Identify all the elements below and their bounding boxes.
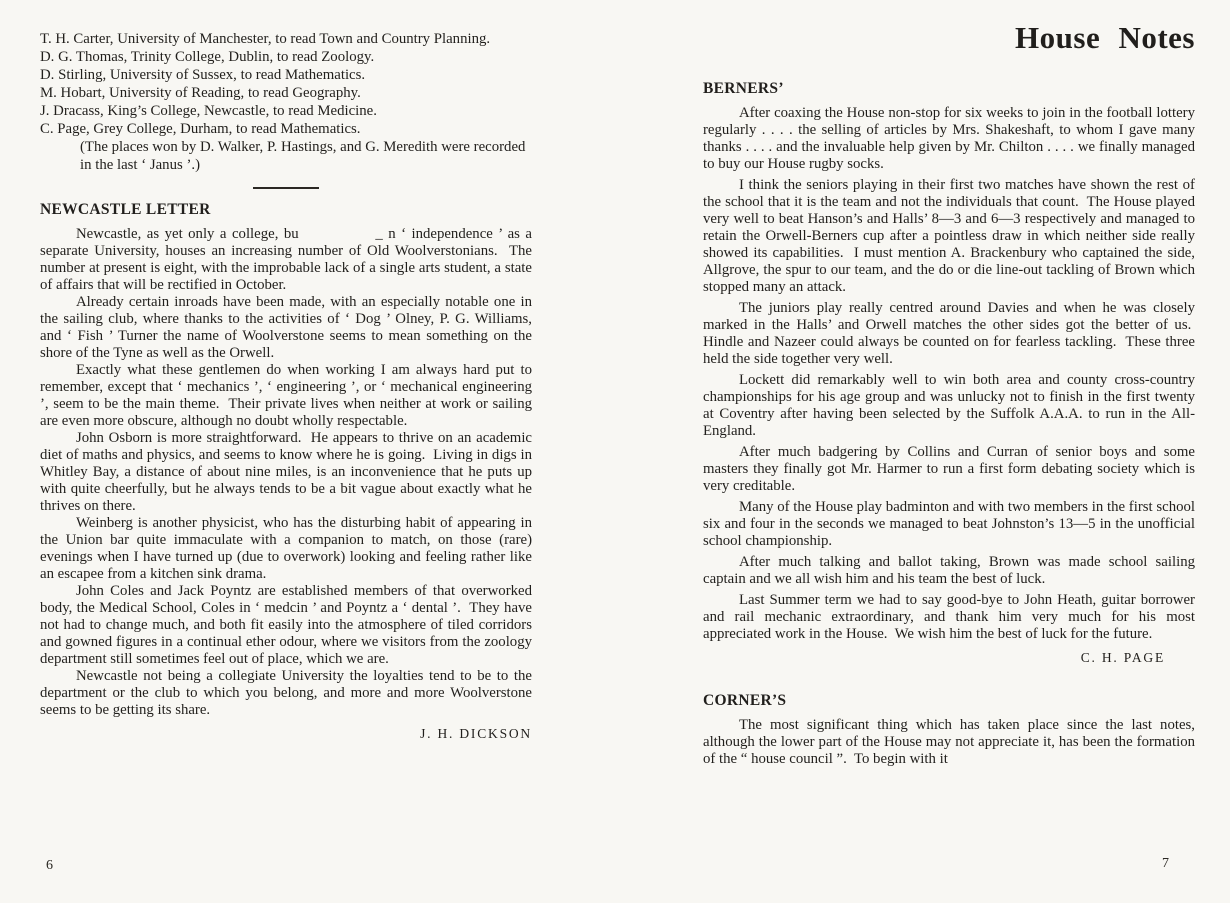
paragraph: I think the seniors playing in their first two matches have shown the rest of the school that it is the team and not the individuals that count. The House played very well to beat Hanson’s and Halls’ 8—3 and 6—3 respectively and managed to retain the Orwell-Berners cup after a pointless draw in which neither side really showed its capabilities. I must mention A. Brackenbury who captained the side, Allgrove, the spur to our team, and the do or die line-out tackling of Brown which stopped many an attack. bbox=[703, 177, 1195, 295]
paragraph: Weinberg is another physicist, who has the disturbing habit of appearing in the Union bar quite immaculate with a companion to match, on those (rare) evenings when I have turned up (due to overwork) looking and feeling rather like an escapee from a kitchen sink drama. bbox=[40, 515, 532, 582]
paragraph: Already certain inroads have been made, with an especially notable one in the sailing club, where thanks to the activities of ‘ Dog ’ Olney, P. G. Williams, and ‘ Fish ’ Turner the name of Woolverstone seems to mean something on the shore of the Tyne as well as the Orwell. bbox=[40, 294, 532, 361]
berners-body bbox=[703, 105, 1195, 643]
page-number-right: 7 bbox=[1162, 856, 1169, 871]
newcastle-letter-heading: NEWCASTLE LETTER bbox=[40, 201, 211, 218]
placement-item: D. G. Thomas, Trinity College, Dublin, to read Zoology. bbox=[40, 49, 375, 65]
placements-note: (The places won by D. Walker, P. Hastings, and G. Meredith were recorded in the last ‘ Janus ’.) bbox=[80, 139, 526, 173]
paragraph: The most significant thing which has taken place since the last notes, although the lower part of the House may not appreciate it, has been the formation of the “ house council ”. To begin with it bbox=[703, 717, 1195, 767]
paragraph: Many of the House play badminton and with two members in the first school six and four in the seconds we managed to beat Johnston’s 13—5 in the unofficial school championship. bbox=[703, 499, 1195, 549]
placement-item: J. Dracass, King’s College, Newcastle, to read Medicine. bbox=[40, 103, 377, 119]
paragraph: After much talking and ballot taking, Brown was made school sailing captain and we all wish him and his team the best of luck. bbox=[703, 554, 1195, 587]
newcastle-letter-body bbox=[40, 226, 532, 719]
paragraph: After coaxing the House non-stop for six weeks to join in the football lottery regularly . . . . the selling of articles by Mrs. Shakeshaft, to whom I gave many thanks . . . . and the invaluable help given by Mr. Chilton . . . . we finally managed to buy our House rugby socks. bbox=[703, 105, 1195, 172]
corners-heading: CORNER’S bbox=[703, 692, 787, 709]
paragraph: Exactly what these gentlemen do when working I am always hard put to remember, except that ‘ mechanics ’, ‘ engineering ’, or ‘ mechanical engineering ’, seem to be the main theme. Their private lives when neither at work or sailing are even more obscure, although no doubt wholly respectable. bbox=[40, 362, 532, 429]
placement-item: T. H. Carter, University of Manchester, to read Town and Country Planning. bbox=[40, 31, 491, 47]
author-signature: J. H. DICKSON bbox=[420, 726, 532, 741]
paragraph: After much badgering by Collins and Curran of senior boys and some masters they finally got Mr. Harmer to run a first form debating society which is very creditable. bbox=[703, 444, 1195, 494]
page-title: House Notes bbox=[1015, 20, 1195, 55]
paragraph: Newcastle not being a collegiate University the loyalties tend to be to the department or the club to which you belong, and more and more Woolverstone seems to be getting its share. bbox=[40, 668, 532, 718]
left-page bbox=[40, 30, 532, 742]
paragraph: Last Summer term we had to say good-bye to John Heath, guitar borrower and rail mechanic extraordinary, and thank him very much for his most appreciated work in the House. We wish him the best of luck for the future. bbox=[703, 592, 1195, 642]
placement-item: M. Hobart, University of Reading, to read Geography. bbox=[40, 85, 361, 101]
author-signature: C. H. PAGE bbox=[1080, 650, 1165, 665]
paragraph: Lockett did remarkably well to win both area and county cross-country championships for his age group and was unlucky not to finish in the first twenty at Coventry after having been selected by the Suffolk A.A.A. to run in the All-England. bbox=[703, 372, 1195, 439]
berners-heading: BERNERS’ bbox=[703, 80, 784, 97]
paragraph: John Osborn is more straightforward. He appears to thrive on an academic diet of maths and physics, and seems to know where he is going. Living in digs in Whitley Bay, a distance of about nine miles, is an inconvenience that he puts up with quite cheerfully, but he always tends to be a bit vague about exactly what he thrives on there. bbox=[40, 430, 532, 514]
placement-item: D. Stirling, University of Sussex, to read Mathematics. bbox=[40, 67, 366, 83]
paragraph: Newcastle, as yet only a college, bu _ n ‘ independence ’ as a separate University, houses an increasing number of Old Woolverstonians. The number at present is eight, with the improbable lack of a single arts student, a state of affairs that will be rectified in October. bbox=[40, 226, 532, 293]
section-divider bbox=[253, 187, 319, 189]
paragraph: John Coles and Jack Poyntz are established members of that overworked body, the Medical School, Coles in ‘ medcin ’ and Poyntz a ‘ dental ’. They have not had to change much, and both fit easily into the atmosphere of tiled corridors and gowned figures in a continual ether odour, where we visitors from the zoology department still sometimes feel out of place, which we are. bbox=[40, 583, 532, 667]
corners-body bbox=[703, 717, 1195, 768]
right-page bbox=[703, 20, 1195, 772]
paragraph: The juniors play really centred around Davies and when he was closely marked in the Halls’ and Orwell matches the other sides got the better of us. Hindle and Nazeer could always be counted on for fearless tackling. These three held the side together very well. bbox=[703, 300, 1195, 367]
placement-item: C. Page, Grey College, Durham, to read Mathematics. bbox=[40, 121, 361, 137]
placements-list bbox=[40, 30, 532, 138]
page-number-left: 6 bbox=[46, 858, 53, 873]
